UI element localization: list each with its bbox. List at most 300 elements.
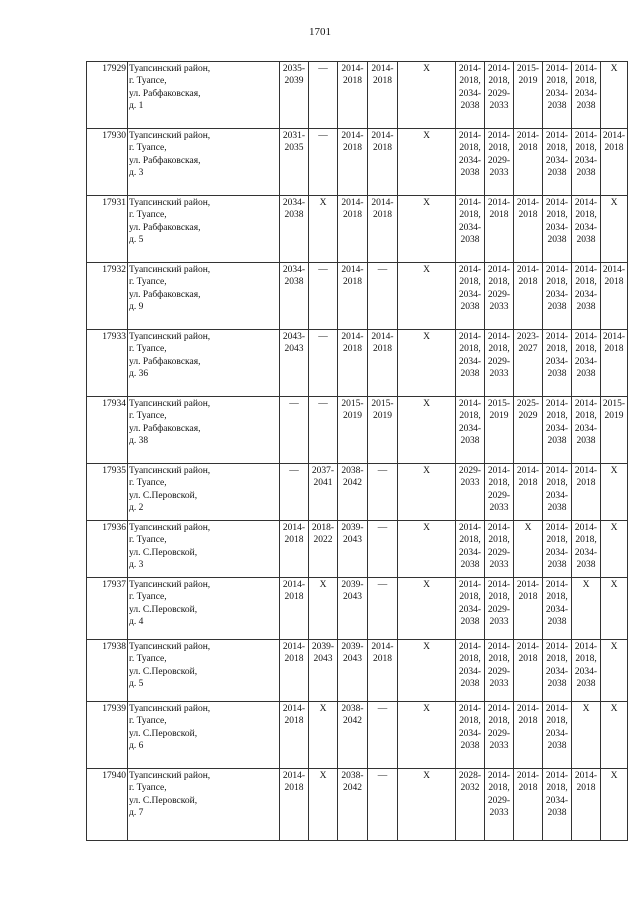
period-value: 2034-: [574, 88, 598, 99]
period-value: 2038: [576, 234, 596, 245]
period-value: Х: [610, 642, 618, 652]
period-value: —: [377, 466, 388, 476]
period-cell: [543, 521, 572, 578]
period-value: 2015-: [602, 399, 626, 409]
period-cell: [368, 62, 398, 129]
period-value: 2038-: [341, 466, 364, 476]
period-cell: [601, 521, 628, 578]
period-cell: [338, 196, 368, 263]
period-cell: [398, 330, 456, 397]
period-value: 2014-: [574, 332, 598, 342]
period-cell: [514, 129, 543, 196]
period-value: 2018,: [488, 143, 510, 154]
period-value: 2018,: [459, 535, 481, 546]
period-cell: [280, 702, 309, 769]
period-value: 2034-: [574, 289, 598, 300]
address-line: Туапсинский район,: [129, 580, 211, 590]
period-value: 2014-: [574, 771, 598, 781]
period-value: 2038: [576, 301, 596, 312]
period-cell: [601, 330, 628, 397]
table-row: [87, 769, 628, 841]
address-line: д. 2: [129, 502, 144, 513]
period-value: 2014-: [487, 198, 511, 208]
period-value: 2018,: [488, 783, 510, 794]
period-cell: [514, 521, 543, 578]
period-value: 2038: [460, 616, 480, 627]
period-value: 2038: [460, 301, 480, 312]
period-value: 2018,: [459, 143, 481, 154]
period-value: Х: [423, 198, 430, 208]
period-value: 2014-: [487, 642, 511, 652]
period-value: 2018: [604, 277, 624, 288]
period-value: 2018: [576, 783, 596, 794]
period-value: Х: [319, 704, 327, 714]
period-value: 2018,: [546, 344, 568, 355]
period-value: 2034-: [545, 728, 569, 739]
period-value: 2028-: [458, 771, 482, 781]
period-cell: [456, 702, 485, 769]
period-cell: [543, 263, 572, 330]
period-value: 2018: [284, 592, 304, 603]
period-value: Х: [610, 198, 618, 208]
period-value: 2034-: [545, 356, 569, 367]
address-line: ул. С.Перовской,: [129, 490, 198, 501]
page-number: 1701: [309, 26, 331, 38]
period-value: 2014-: [458, 265, 482, 275]
period-cell: [368, 464, 398, 521]
address-line: ул. С.Перовской,: [129, 547, 198, 558]
record-id: 17931: [87, 196, 128, 263]
period-value: —: [289, 399, 299, 409]
period-cell: [485, 464, 514, 521]
address-cell: [128, 578, 280, 640]
period-cell: [514, 640, 543, 702]
period-cell: [280, 578, 309, 640]
record-id: 17936: [87, 521, 128, 578]
address-line: ул. Рабфаковская,: [129, 222, 201, 233]
period-value: 2018: [373, 654, 392, 665]
period-value: 2019: [343, 411, 362, 422]
period-cell: [572, 578, 601, 640]
period-value: 2018: [489, 210, 509, 221]
period-cell: [514, 769, 543, 841]
address-cell: [128, 196, 280, 263]
period-cell: [485, 521, 514, 578]
period-value: 2018: [284, 716, 304, 727]
address-line: ул. С.Перовской,: [129, 604, 198, 615]
period-cell: [398, 640, 456, 702]
period-value: 2038: [460, 435, 480, 446]
period-cell: [572, 263, 601, 330]
period-value: 2018,: [546, 210, 568, 221]
period-value: 2034-: [574, 155, 598, 166]
period-value: 2029-: [487, 666, 511, 677]
period-value: Х: [423, 466, 430, 476]
period-cell: [485, 640, 514, 702]
period-value: 2034-: [574, 222, 598, 233]
period-value: Х: [319, 580, 327, 590]
address-cell: [128, 397, 280, 464]
period-value: Х: [423, 399, 430, 409]
address-line: д. 38: [129, 435, 149, 446]
period-value: 2015-: [516, 64, 540, 74]
period-value: —: [318, 265, 328, 275]
period-value: 2018,: [546, 535, 568, 546]
period-cell: [309, 330, 338, 397]
period-value: 2018: [284, 783, 304, 794]
period-value: 2015-: [487, 399, 511, 409]
period-value: 2014-: [282, 771, 306, 781]
period-value: 2038: [547, 502, 567, 513]
period-cell: [338, 129, 368, 196]
period-value: 2038: [547, 807, 567, 818]
period-value: 2038: [460, 559, 480, 570]
address-line: Туапсинский район,: [129, 131, 211, 141]
period-cell: [368, 196, 398, 263]
period-value: 2038: [460, 740, 480, 751]
period-value: 2037-: [311, 466, 335, 476]
period-value: Х: [582, 580, 590, 590]
period-value: 2014-: [487, 704, 511, 714]
period-value: 2014-: [487, 771, 511, 781]
period-cell: [368, 330, 398, 397]
period-value: 2038: [576, 368, 596, 379]
period-value: 2018: [518, 478, 538, 489]
period-value: 2038: [460, 678, 480, 689]
period-value: Х: [423, 580, 430, 590]
period-value: 2038: [576, 167, 596, 178]
period-cell: [398, 769, 456, 841]
period-cell: [572, 464, 601, 521]
period-cell: [309, 464, 338, 521]
address-line: Туапсинский район,: [129, 198, 211, 208]
period-cell: [543, 702, 572, 769]
period-value: 2014-: [516, 580, 540, 590]
period-value: 2018,: [488, 535, 510, 546]
period-value: 2014-: [545, 198, 569, 208]
period-cell: [368, 640, 398, 702]
period-value: 2014-: [282, 580, 306, 590]
period-value: Х: [524, 523, 532, 533]
address-line: г. Туапсе,: [129, 143, 167, 154]
period-cell: [309, 702, 338, 769]
period-value: 2034-: [458, 666, 482, 677]
address-line: д. 9: [129, 301, 144, 312]
period-value: 2018: [373, 210, 392, 221]
table-row: [87, 702, 628, 769]
period-value: 2018,: [459, 411, 481, 422]
period-value: 2038: [547, 559, 567, 570]
table-row: [87, 521, 628, 578]
period-cell: [485, 769, 514, 841]
record-id: 17938: [87, 640, 128, 702]
period-cell: [398, 196, 456, 263]
period-cell: [398, 578, 456, 640]
period-value: 2034-: [545, 88, 569, 99]
period-value: 2034-: [545, 155, 569, 166]
period-value: —: [377, 704, 388, 714]
period-value: 2018: [518, 210, 538, 221]
address-line: д. 5: [129, 234, 144, 245]
period-value: —: [318, 399, 328, 409]
period-value: 2034-: [545, 547, 569, 558]
period-value: 2018,: [575, 210, 597, 221]
period-cell: [280, 397, 309, 464]
period-value: 2014-: [487, 131, 511, 141]
period-value: 2038: [576, 678, 596, 689]
period-cell: [309, 196, 338, 263]
period-value: 2014-: [516, 642, 540, 652]
period-value: 2014-: [545, 771, 569, 781]
period-cell: [309, 640, 338, 702]
period-value: 2018,: [575, 344, 597, 355]
period-value: 2018-: [311, 523, 335, 533]
period-cell: [456, 62, 485, 129]
period-value: 2014-: [574, 198, 598, 208]
period-value: 2014-: [516, 131, 540, 141]
period-value: 2029-: [487, 728, 511, 739]
period-cell: [456, 263, 485, 330]
period-value: 2018,: [459, 344, 481, 355]
period-cell: [280, 263, 309, 330]
period-value: —: [377, 523, 388, 533]
period-value: 2014-: [487, 265, 511, 275]
period-value: 2014-: [516, 771, 540, 781]
address-line: ул. Рабфаковская,: [129, 88, 201, 99]
period-cell: [398, 702, 456, 769]
period-value: 2043: [313, 654, 333, 665]
period-value: 2018,: [546, 654, 568, 665]
address-line: г. Туапсе,: [129, 210, 167, 221]
period-value: 2014-: [487, 523, 511, 533]
period-cell: [456, 196, 485, 263]
period-value: 2018,: [488, 716, 510, 727]
record-id: 17939: [87, 702, 128, 769]
period-value: 2018: [518, 143, 538, 154]
period-value: 2014-: [341, 332, 364, 342]
period-value: 2014-: [487, 64, 511, 74]
period-value: 2018,: [459, 654, 481, 665]
period-value: 2039: [284, 76, 304, 87]
period-cell: [338, 464, 368, 521]
period-cell: [485, 578, 514, 640]
period-value: 2014-: [458, 332, 482, 342]
address-line: ул. С.Перовской,: [129, 728, 198, 739]
period-value: 2018: [518, 783, 538, 794]
period-value: 2038: [460, 368, 480, 379]
period-value: 2033: [489, 807, 509, 818]
period-cell: [485, 330, 514, 397]
period-value: 2018: [604, 143, 624, 154]
period-value: 2033: [489, 368, 509, 379]
period-cell: [398, 397, 456, 464]
period-value: 2014-: [545, 580, 569, 590]
period-value: 2041: [313, 478, 333, 489]
period-value: Х: [610, 466, 618, 476]
period-cell: [456, 769, 485, 841]
period-value: 2014-: [458, 399, 482, 409]
period-value: 2018: [373, 344, 392, 355]
record-id: 17937: [87, 578, 128, 640]
period-value: 2043: [284, 344, 304, 355]
period-value: 2018: [373, 143, 392, 154]
address-line: ул. Рабфаковская,: [129, 423, 201, 434]
period-value: 2018: [284, 535, 304, 546]
period-value: 2014-: [516, 704, 540, 714]
period-cell: [338, 263, 368, 330]
period-cell: [338, 769, 368, 841]
period-cell: [572, 330, 601, 397]
address-line: г. Туапсе,: [129, 277, 167, 288]
table-row: [87, 578, 628, 640]
period-value: 2038: [576, 435, 596, 446]
period-cell: [601, 196, 628, 263]
period-value: —: [377, 580, 388, 590]
period-value: Х: [423, 704, 430, 714]
period-value: 2038: [547, 616, 567, 627]
period-cell: [514, 397, 543, 464]
period-value: 2038: [284, 277, 304, 288]
period-value: 2014-: [371, 131, 394, 141]
period-value: 2034-: [458, 728, 482, 739]
period-cell: [543, 769, 572, 841]
address-line: Туапсинский район,: [129, 642, 211, 652]
period-value: 2038: [547, 368, 567, 379]
period-cell: [398, 129, 456, 196]
period-value: 2015-: [371, 399, 394, 409]
period-value: 2014-: [516, 265, 540, 275]
period-value: Х: [319, 198, 327, 208]
period-value: 2018,: [575, 76, 597, 87]
period-value: 2034-: [574, 423, 598, 434]
period-value: 2029-: [487, 356, 511, 367]
address-line: г. Туапсе,: [129, 478, 167, 489]
period-value: 2014-: [574, 64, 598, 74]
period-value: 2034-: [545, 490, 569, 501]
period-value: Х: [582, 704, 590, 714]
period-value: 2014-: [516, 198, 540, 208]
table-row: [87, 263, 628, 330]
address-line: Туапсинский район,: [129, 399, 211, 409]
period-value: 2014-: [341, 131, 364, 141]
address-cell: [128, 769, 280, 841]
period-value: 2033: [489, 559, 509, 570]
period-value: 2014-: [487, 580, 511, 590]
period-value: 2038: [547, 234, 567, 245]
period-value: 2034-: [458, 222, 482, 233]
period-value: 2038: [576, 559, 596, 570]
period-cell: [368, 129, 398, 196]
period-value: 2031-: [282, 131, 306, 141]
period-value: 2035: [284, 143, 304, 154]
period-value: Х: [423, 642, 430, 652]
period-value: 2018,: [546, 76, 568, 87]
address-line: г. Туапсе,: [129, 411, 167, 422]
period-value: 2042: [343, 783, 362, 794]
period-value: 2018,: [488, 478, 510, 489]
period-value: Х: [423, 771, 430, 781]
address-line: Туапсинский район,: [129, 64, 211, 74]
period-value: 2014-: [545, 704, 569, 714]
period-value: 2043: [343, 535, 362, 546]
period-value: 2018: [343, 344, 362, 355]
address-cell: [128, 702, 280, 769]
period-value: 2038-: [341, 704, 364, 714]
period-cell: [514, 330, 543, 397]
period-cell: [601, 640, 628, 702]
period-value: 2014-: [282, 523, 306, 533]
period-value: 2018,: [546, 143, 568, 154]
period-value: 2043-: [282, 332, 306, 342]
period-value: 2035-: [282, 64, 306, 74]
period-value: 2014-: [282, 642, 306, 652]
period-value: 2039-: [341, 642, 364, 652]
table-row: [87, 640, 628, 702]
period-value: 2038: [576, 100, 596, 111]
period-value: 2018,: [575, 411, 597, 422]
period-cell: [514, 578, 543, 640]
period-value: 2022: [313, 535, 333, 546]
period-value: —: [318, 64, 328, 74]
period-value: 2014-: [341, 265, 364, 275]
period-value: 2034-: [545, 423, 569, 434]
period-cell: [309, 578, 338, 640]
address-line: Туапсинский район,: [129, 332, 211, 342]
record-id: 17932: [87, 263, 128, 330]
period-value: 2043: [343, 654, 362, 665]
period-value: 2014-: [574, 466, 598, 476]
period-cell: [514, 263, 543, 330]
period-cell: [280, 769, 309, 841]
period-cell: [601, 464, 628, 521]
address-cell: [128, 62, 280, 129]
period-cell: [601, 578, 628, 640]
period-value: 2018: [343, 143, 362, 154]
period-value: 2014-: [574, 642, 598, 652]
period-value: Х: [610, 771, 618, 781]
period-value: 2032: [460, 783, 480, 794]
period-cell: [338, 397, 368, 464]
period-value: 2018,: [575, 277, 597, 288]
period-cell: [601, 263, 628, 330]
period-value: 2014-: [487, 466, 511, 476]
period-cell: [572, 640, 601, 702]
period-cell: [456, 640, 485, 702]
period-value: 2038: [284, 210, 304, 221]
period-cell: [338, 640, 368, 702]
period-cell: [280, 330, 309, 397]
period-value: 2019: [518, 76, 538, 87]
address-line: ул. Рабфаковская,: [129, 155, 201, 166]
period-cell: [601, 397, 628, 464]
period-value: 2014-: [458, 198, 482, 208]
period-value: 2014-: [371, 64, 394, 74]
address-line: д. 6: [129, 740, 144, 751]
address-line: Туапсинский район,: [129, 704, 211, 714]
address-line: д. 7: [129, 807, 144, 818]
period-value: 2014-: [545, 642, 569, 652]
period-value: 2018,: [546, 716, 568, 727]
period-value: 2014-: [602, 131, 626, 141]
period-value: 2034-: [545, 795, 569, 806]
period-cell: [309, 129, 338, 196]
period-value: 2018,: [459, 716, 481, 727]
period-value: 2014-: [574, 399, 598, 409]
period-value: 2038-: [341, 771, 364, 781]
address-line: ул. С.Перовской,: [129, 666, 198, 677]
period-value: 2014-: [545, 523, 569, 533]
period-value: 2014-: [602, 332, 626, 342]
